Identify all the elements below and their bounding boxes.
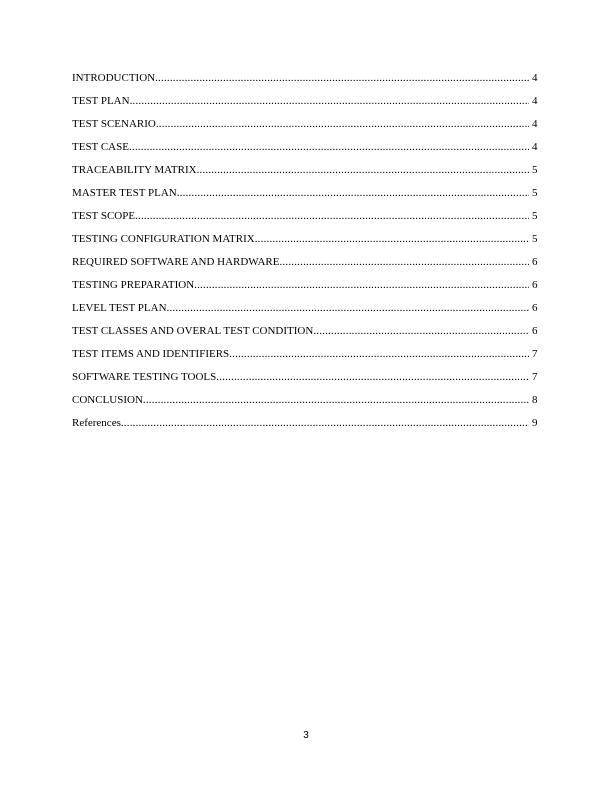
toc-entry-page: 9 — [532, 417, 538, 429]
toc-entry-test-classes[interactable] — [72, 324, 540, 347]
toc-entry-title: TRACEABILITY MATRIX — [72, 164, 197, 176]
toc-entry-page: 5 — [532, 187, 538, 199]
toc-entry-master-test-plan[interactable] — [72, 186, 540, 209]
toc-entry-page: 7 — [532, 348, 538, 360]
toc-entry-title: CONCLUSION — [72, 394, 143, 406]
toc-entry-testing-configuration-matrix[interactable] — [72, 232, 540, 255]
toc-entry-test-items-and-identifiers[interactable] — [72, 347, 540, 370]
toc-entry-page: 8 — [532, 394, 538, 406]
toc-entry-page: 4 — [532, 95, 538, 107]
toc-entry-references[interactable] — [72, 416, 540, 439]
toc-dot-leader — [130, 94, 529, 108]
toc-dot-leader — [177, 186, 529, 200]
toc-entry-traceability-matrix[interactable] — [72, 163, 540, 186]
toc-dot-leader — [313, 324, 529, 338]
toc-entry-level-test-plan[interactable] — [72, 301, 540, 324]
toc-dot-leader — [197, 163, 529, 177]
toc-entry-page: 5 — [532, 210, 538, 222]
toc-entry-page: 6 — [532, 302, 538, 314]
toc-entry-title: TEST CLASSES AND OVERAL TEST CONDITION — [72, 325, 314, 337]
toc-dot-leader — [129, 140, 529, 154]
toc-dot-leader — [229, 347, 529, 361]
toc-dot-leader — [167, 301, 529, 315]
toc-dot-leader — [143, 393, 529, 407]
toc-dot-leader — [155, 71, 529, 85]
toc-entry-page: 4 — [532, 141, 538, 153]
table-of-contents — [72, 71, 540, 439]
toc-entry-test-scenario[interactable] — [72, 117, 540, 140]
toc-dot-leader — [216, 370, 529, 384]
toc-entry-test-scope[interactable] — [72, 209, 540, 232]
toc-dot-leader — [279, 255, 529, 269]
toc-entry-page: 7 — [532, 371, 538, 383]
toc-entry-title: TESTING CONFIGURATION MATRIX — [72, 233, 255, 245]
toc-entry-page: 5 — [532, 164, 538, 176]
toc-entry-page: 5 — [532, 233, 538, 245]
toc-dot-leader — [255, 232, 529, 246]
toc-entry-title: TEST SCENARIO — [72, 118, 156, 130]
page-number: 3 — [303, 730, 309, 741]
toc-entry-title: References — [72, 417, 121, 429]
toc-entry-test-case[interactable] — [72, 140, 540, 163]
toc-entry-software-testing-tools[interactable] — [72, 370, 540, 393]
toc-entry-title: LEVEL TEST PLAN — [72, 302, 167, 314]
toc-entry-page: 4 — [532, 118, 538, 130]
toc-entry-title: TEST CASE — [72, 141, 129, 153]
toc-entry-title: TEST ITEMS AND IDENTIFIERS — [72, 348, 230, 360]
toc-entry-title: TEST PLAN — [72, 95, 130, 107]
toc-entry-page: 6 — [532, 325, 538, 337]
toc-entry-title: TESTING PREPARATION — [72, 279, 195, 291]
toc-entry-conclusion[interactable] — [72, 393, 540, 416]
toc-entry-introduction[interactable] — [72, 71, 540, 94]
toc-entry-title: REQUIRED SOFTWARE AND HARDWARE — [72, 256, 280, 268]
toc-entry-page: 6 — [532, 256, 538, 268]
toc-entry-required-software-and-hardware[interactable] — [72, 255, 540, 278]
toc-entry-title: SOFTWARE TESTING TOOLS — [72, 371, 217, 383]
toc-dot-leader — [135, 209, 529, 223]
toc-entry-test-plan[interactable] — [72, 94, 540, 117]
toc-entry-page: 6 — [532, 279, 538, 291]
toc-entry-page: 4 — [532, 72, 538, 84]
toc-dot-leader — [121, 416, 529, 430]
toc-entry-title: INTRODUCTION — [72, 72, 156, 84]
toc-dot-leader — [156, 117, 529, 131]
toc-entry-title: MASTER TEST PLAN — [72, 187, 177, 199]
toc-entry-title: TEST SCOPE — [72, 210, 136, 222]
toc-dot-leader — [194, 278, 529, 292]
toc-entry-testing-preparation[interactable] — [72, 278, 540, 301]
